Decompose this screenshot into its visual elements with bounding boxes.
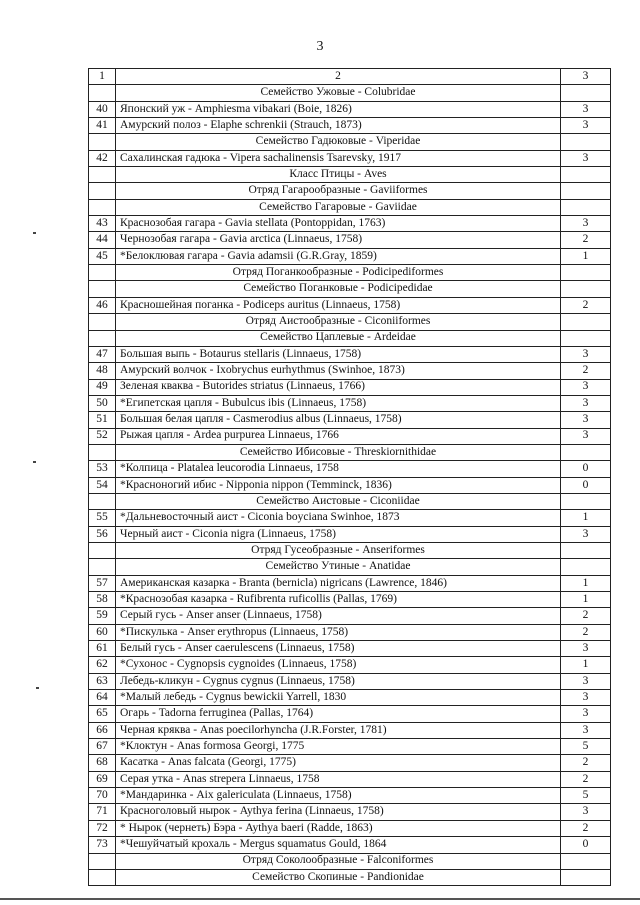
species-row xyxy=(89,755,611,771)
row-number: 71 xyxy=(89,804,116,820)
row-number: 60 xyxy=(89,624,116,640)
group-row xyxy=(89,85,611,101)
status-category: 3 xyxy=(561,395,611,411)
row-number: 57 xyxy=(89,575,116,591)
status-category: 0 xyxy=(561,461,611,477)
group-row xyxy=(89,869,611,885)
species-name: * Нырок (чернеть) Бэра - Aythya baeri (Radde, 1863) xyxy=(116,820,561,836)
status-category: 3 xyxy=(561,722,611,738)
status-category: 1 xyxy=(561,592,611,608)
row-number: 73 xyxy=(89,837,116,853)
group-name: Отряд Поганкообразные - Podicipediformes xyxy=(116,265,561,281)
species-name: Касатка - Anas falcata (Georgi, 1775) xyxy=(116,755,561,771)
species-row xyxy=(89,363,611,379)
status-category: 2 xyxy=(561,624,611,640)
group-row xyxy=(89,853,611,869)
row-number xyxy=(89,493,116,509)
species-row xyxy=(89,412,611,428)
species-row xyxy=(89,657,611,673)
status-category: 1 xyxy=(561,657,611,673)
row-number: 64 xyxy=(89,690,116,706)
header-row xyxy=(89,69,611,85)
species-name: Черный аист - Ciconia nigra (Linnaeus, 1758) xyxy=(116,526,561,542)
status-category xyxy=(561,281,611,297)
status-category: 1 xyxy=(561,248,611,264)
species-row xyxy=(89,788,611,804)
species-row xyxy=(89,739,611,755)
row-number: 52 xyxy=(89,428,116,444)
row-number xyxy=(89,265,116,281)
row-number: 40 xyxy=(89,101,116,117)
row-number xyxy=(89,199,116,215)
status-category xyxy=(561,869,611,885)
species-row xyxy=(89,428,611,444)
status-category: 3 xyxy=(561,428,611,444)
status-category xyxy=(561,542,611,558)
species-row xyxy=(89,804,611,820)
species-name: Серый гусь - Anser anser (Linnaeus, 1758) xyxy=(116,608,561,624)
species-name: Сахалинская гадюка - Vipera sachalinensis Tsarevsky, 1917 xyxy=(116,150,561,166)
page-number: 3 xyxy=(316,39,324,54)
species-name: *Египетская цапля - Bubulcus ibis (Linnaeus, 1758) xyxy=(116,395,561,411)
group-row xyxy=(89,134,611,150)
group-row xyxy=(89,183,611,199)
status-category xyxy=(561,167,611,183)
row-number: 51 xyxy=(89,412,116,428)
status-category: 3 xyxy=(561,526,611,542)
row-number: 58 xyxy=(89,592,116,608)
species-row xyxy=(89,706,611,722)
group-name: Отряд Соколообразные - Falconiformes xyxy=(116,853,561,869)
species-row xyxy=(89,722,611,738)
row-number: 41 xyxy=(89,118,116,134)
table-body xyxy=(89,69,611,886)
status-category: 3 xyxy=(561,412,611,428)
status-category: 2 xyxy=(561,820,611,836)
species-name: *Малый лебедь - Cygnus bewickii Yarrell, 1830 xyxy=(116,690,561,706)
status-category: 2 xyxy=(561,297,611,313)
status-category: 2 xyxy=(561,608,611,624)
species-row xyxy=(89,510,611,526)
species-table xyxy=(88,68,611,886)
status-category xyxy=(561,265,611,281)
header-col-category: 3 xyxy=(561,69,611,85)
species-row xyxy=(89,248,611,264)
status-category xyxy=(561,559,611,575)
row-number: 53 xyxy=(89,461,116,477)
status-category: 0 xyxy=(561,477,611,493)
species-row xyxy=(89,379,611,395)
group-name: Отряд Гусеобразные - Anseriformes xyxy=(116,542,561,558)
row-number xyxy=(89,559,116,575)
row-number: 56 xyxy=(89,526,116,542)
status-category xyxy=(561,183,611,199)
row-number xyxy=(89,167,116,183)
status-category: 3 xyxy=(561,690,611,706)
row-number: 42 xyxy=(89,150,116,166)
row-number xyxy=(89,314,116,330)
group-row xyxy=(89,542,611,558)
row-number: 45 xyxy=(89,248,116,264)
species-name: Зеленая кваква - Butorides striatus (Linnaeus, 1766) xyxy=(116,379,561,395)
scan-mark xyxy=(33,461,36,463)
species-row xyxy=(89,297,611,313)
status-category: 3 xyxy=(561,216,611,232)
species-name: Огарь - Tadorna ferruginea (Pallas, 1764) xyxy=(116,706,561,722)
status-category: 1 xyxy=(561,510,611,526)
species-name: Серая утка - Anas strepera Linnaeus, 1758 xyxy=(116,771,561,787)
group-name: Семейство Утиные - Anatidae xyxy=(116,559,561,575)
species-name: *Клоктун - Anas formosa Georgi, 1775 xyxy=(116,739,561,755)
status-category xyxy=(561,314,611,330)
row-number: 72 xyxy=(89,820,116,836)
species-name: Амурский волчок - Ixobrychus eurhythmus (Swinhoe, 1873) xyxy=(116,363,561,379)
row-number xyxy=(89,183,116,199)
row-number xyxy=(89,330,116,346)
group-name: Семейство Ужовые - Colubridae xyxy=(116,85,561,101)
status-category: 5 xyxy=(561,739,611,755)
species-row xyxy=(89,346,611,362)
group-name: Семейство Гагаровые - Gaviidae xyxy=(116,199,561,215)
row-number: 66 xyxy=(89,722,116,738)
status-category: 1 xyxy=(561,575,611,591)
status-category: 5 xyxy=(561,788,611,804)
group-row xyxy=(89,199,611,215)
species-name: *Белоклювая гагара - Gavia adamsii (G.R.Gray, 1859) xyxy=(116,248,561,264)
status-category: 3 xyxy=(561,101,611,117)
species-row xyxy=(89,820,611,836)
status-category: 3 xyxy=(561,150,611,166)
group-name: Отряд Гагарообразные - Gaviiformes xyxy=(116,183,561,199)
row-number xyxy=(89,134,116,150)
group-name: Семейство Ибисовые - Threskiornithidae xyxy=(116,444,561,460)
species-row xyxy=(89,395,611,411)
status-category xyxy=(561,853,611,869)
species-name: Чернозобая гагара - Gavia arctica (Linnaeus, 1758) xyxy=(116,232,561,248)
row-number: 61 xyxy=(89,641,116,657)
row-number: 50 xyxy=(89,395,116,411)
group-name: Семейство Гадюковые - Viperidae xyxy=(116,134,561,150)
species-name: Черная кряква - Anas poecilorhyncha (J.R.Forster, 1781) xyxy=(116,722,561,738)
species-row xyxy=(89,477,611,493)
species-name: *Пискулька - Anser erythropus (Linnaeus, 1758) xyxy=(116,624,561,640)
scan-edge-line xyxy=(0,898,640,900)
group-row xyxy=(89,167,611,183)
status-category xyxy=(561,199,611,215)
group-row xyxy=(89,444,611,460)
species-row xyxy=(89,150,611,166)
group-name: Семейство Скопиные - Pandionidae xyxy=(116,869,561,885)
row-number: 49 xyxy=(89,379,116,395)
species-name: Большая выпь - Botaurus stellaris (Linnaeus, 1758) xyxy=(116,346,561,362)
species-name: *Краснозобая казарка - Rufibrenta ruficollis (Pallas, 1769) xyxy=(116,592,561,608)
species-row xyxy=(89,837,611,853)
row-number xyxy=(89,869,116,885)
status-category: 3 xyxy=(561,379,611,395)
status-category: 2 xyxy=(561,755,611,771)
row-number: 46 xyxy=(89,297,116,313)
status-category xyxy=(561,134,611,150)
species-name: Белый гусь - Anser caerulescens (Linnaeus, 1758) xyxy=(116,641,561,657)
group-row xyxy=(89,265,611,281)
group-row xyxy=(89,559,611,575)
group-row xyxy=(89,281,611,297)
species-name: *Дальневосточный аист - Ciconia boyciana Swinhoe, 1873 xyxy=(116,510,561,526)
status-category: 0 xyxy=(561,837,611,853)
row-number: 67 xyxy=(89,739,116,755)
group-name: Семейство Поганковые - Podicipedidae xyxy=(116,281,561,297)
header-col-number: 1 xyxy=(89,69,116,85)
species-row xyxy=(89,624,611,640)
row-number xyxy=(89,85,116,101)
species-row xyxy=(89,673,611,689)
species-name: Красноголовый нырок - Aythya ferina (Linnaeus, 1758) xyxy=(116,804,561,820)
row-number xyxy=(89,853,116,869)
row-number: 55 xyxy=(89,510,116,526)
row-number: 62 xyxy=(89,657,116,673)
status-category xyxy=(561,493,611,509)
species-name: *Колпица - Platalea leucorodia Linnaeus, 1758 xyxy=(116,461,561,477)
species-name: *Сухонос - Cygnopsis cygnoides (Linnaeus, 1758) xyxy=(116,657,561,673)
species-row xyxy=(89,641,611,657)
group-row xyxy=(89,493,611,509)
status-category: 3 xyxy=(561,641,611,657)
scan-mark xyxy=(33,232,36,234)
group-row xyxy=(89,314,611,330)
status-category: 3 xyxy=(561,118,611,134)
species-row xyxy=(89,608,611,624)
species-row xyxy=(89,101,611,117)
species-row xyxy=(89,216,611,232)
group-name: Класс Птицы - Aves xyxy=(116,167,561,183)
species-row xyxy=(89,592,611,608)
status-category xyxy=(561,330,611,346)
status-category: 3 xyxy=(561,706,611,722)
species-row xyxy=(89,526,611,542)
species-row xyxy=(89,575,611,591)
group-name: Семейство Аистовые - Ciconiidae xyxy=(116,493,561,509)
row-number: 59 xyxy=(89,608,116,624)
status-category: 2 xyxy=(561,363,611,379)
status-category xyxy=(561,444,611,460)
row-number: 68 xyxy=(89,755,116,771)
species-name: *Чешуйчатый крохаль - Mergus squamatus Gould, 1864 xyxy=(116,837,561,853)
row-number: 70 xyxy=(89,788,116,804)
species-name: *Мандаринка - Aix galericulata (Linnaeus, 1758) xyxy=(116,788,561,804)
status-category: 3 xyxy=(561,346,611,362)
species-name: Красношейная поганка - Podiceps auritus (Linnaeus, 1758) xyxy=(116,297,561,313)
group-name: Отряд Аистообразные - Ciconiiformes xyxy=(116,314,561,330)
row-number xyxy=(89,281,116,297)
status-category xyxy=(561,85,611,101)
row-number: 47 xyxy=(89,346,116,362)
species-name: Краснозобая гагара - Gavia stellata (Pontoppidan, 1763) xyxy=(116,216,561,232)
row-number: 69 xyxy=(89,771,116,787)
scan-mark xyxy=(36,687,39,689)
row-number xyxy=(89,542,116,558)
species-name: *Красноногий ибис - Nipponia nippon (Temminck, 1836) xyxy=(116,477,561,493)
status-category: 3 xyxy=(561,673,611,689)
row-number: 44 xyxy=(89,232,116,248)
group-name: Семейство Цаплевые - Ardeidae xyxy=(116,330,561,346)
row-number: 43 xyxy=(89,216,116,232)
species-name: Американская казарка - Branta (bernicla) nigricans (Lawrence, 1846) xyxy=(116,575,561,591)
header-col-name: 2 xyxy=(116,69,561,85)
species-name: Большая белая цапля - Casmerodius albus (Linnaeus, 1758) xyxy=(116,412,561,428)
species-row xyxy=(89,771,611,787)
row-number: 65 xyxy=(89,706,116,722)
species-row xyxy=(89,118,611,134)
species-name: Японский уж - Amphiesma vibakari (Boie, 1826) xyxy=(116,101,561,117)
status-category: 2 xyxy=(561,771,611,787)
status-category: 3 xyxy=(561,804,611,820)
species-name: Амурский полоз - Elaphe schrenkii (Strauch, 1873) xyxy=(116,118,561,134)
species-row xyxy=(89,461,611,477)
status-category: 2 xyxy=(561,232,611,248)
row-number: 48 xyxy=(89,363,116,379)
species-row xyxy=(89,690,611,706)
row-number: 63 xyxy=(89,673,116,689)
species-name: Лебедь-кликун - Cygnus cygnus (Linnaeus, 1758) xyxy=(116,673,561,689)
species-row xyxy=(89,232,611,248)
row-number xyxy=(89,444,116,460)
row-number: 54 xyxy=(89,477,116,493)
species-name: Рыжая цапля - Ardea purpurea Linnaeus, 1766 xyxy=(116,428,561,444)
group-row xyxy=(89,330,611,346)
